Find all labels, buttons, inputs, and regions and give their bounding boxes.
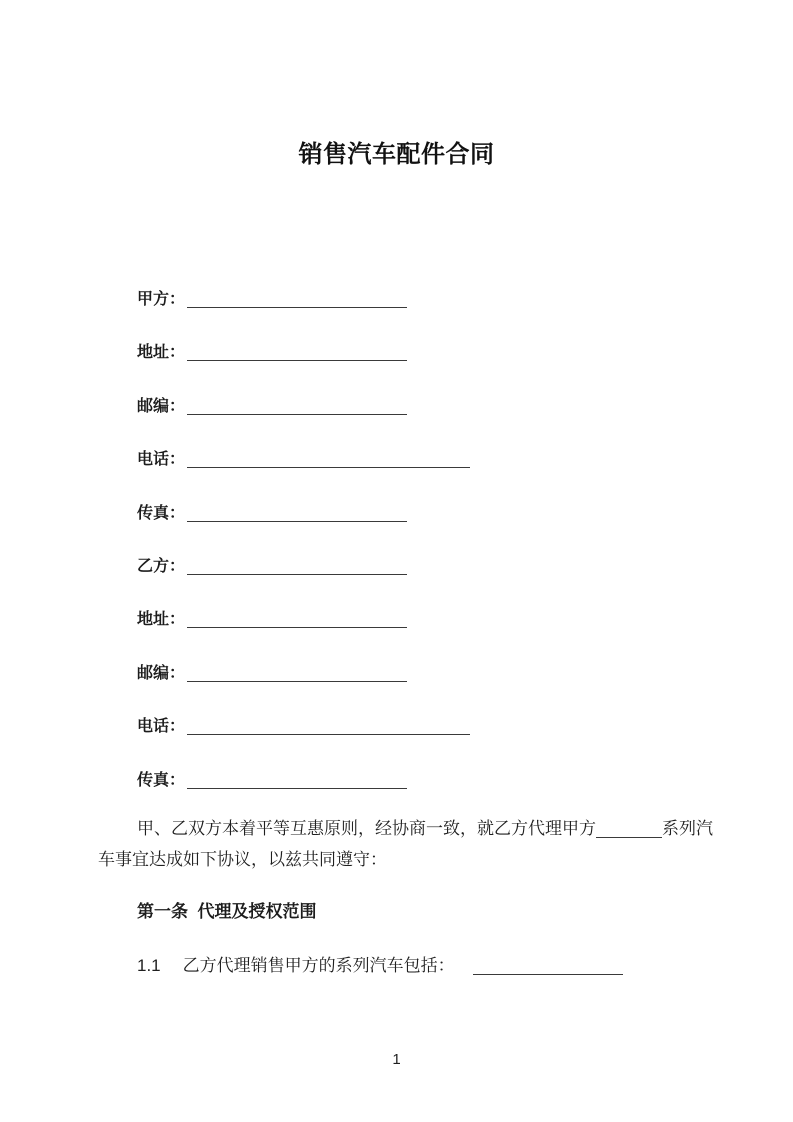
field-row-postcode-b <box>137 664 407 684</box>
field-row-postcode-a <box>137 397 407 417</box>
field-label: 电话： <box>137 451 186 469</box>
field-label: 邮编： <box>137 664 186 682</box>
blank-line[interactable] <box>187 787 407 789</box>
intro-text-after-blank: 系列汽 <box>662 819 713 838</box>
intro-text-line2: 车事宜达成如下协议，以兹共同遵守： <box>98 850 387 869</box>
clause-text: 乙方代理销售甲方的系列汽车包括： <box>182 956 455 975</box>
field-row-address-b <box>137 610 407 630</box>
blank-line[interactable] <box>187 466 470 468</box>
blank-line[interactable] <box>187 680 407 682</box>
field-label: 传真： <box>137 504 186 522</box>
intro-paragraph <box>98 813 713 875</box>
page-number: 1 <box>392 1051 401 1068</box>
blank-line[interactable] <box>187 413 407 415</box>
field-label: 传真： <box>137 771 186 789</box>
field-label: 地址： <box>137 344 186 362</box>
field-row-party-b <box>137 557 407 577</box>
blank-line[interactable] <box>187 359 407 361</box>
field-label: 邮编： <box>137 397 186 415</box>
field-label: 乙方： <box>137 558 186 575</box>
blank-line[interactable] <box>473 973 623 975</box>
intro-text-before-blank: 甲、乙双方本着平等互惠原则，经协商一致，就乙方代理甲方 <box>137 819 596 838</box>
blank-line[interactable] <box>187 520 407 522</box>
field-row-party-a <box>137 290 407 310</box>
section-heading-article-1: 第一条 代理及授权范围 <box>137 902 317 921</box>
blank-line[interactable] <box>187 573 407 575</box>
field-label: 电话： <box>137 718 186 736</box>
blank-line[interactable] <box>187 626 407 628</box>
field-row-phone-a <box>137 450 470 470</box>
field-row-fax-a <box>137 504 407 524</box>
document-title: 销售汽车配件合同 <box>298 141 495 168</box>
field-label: 甲方： <box>137 291 186 308</box>
blank-line[interactable] <box>187 733 470 735</box>
field-row-phone-b <box>137 717 470 737</box>
field-row-fax-b <box>137 771 407 791</box>
clause-number: 1.1 <box>137 956 161 975</box>
field-label: 地址： <box>137 611 186 629</box>
blank-line[interactable] <box>187 306 407 308</box>
clause-1-1 <box>137 950 623 981</box>
blank-line[interactable] <box>596 836 662 838</box>
field-row-address-a <box>137 343 407 363</box>
